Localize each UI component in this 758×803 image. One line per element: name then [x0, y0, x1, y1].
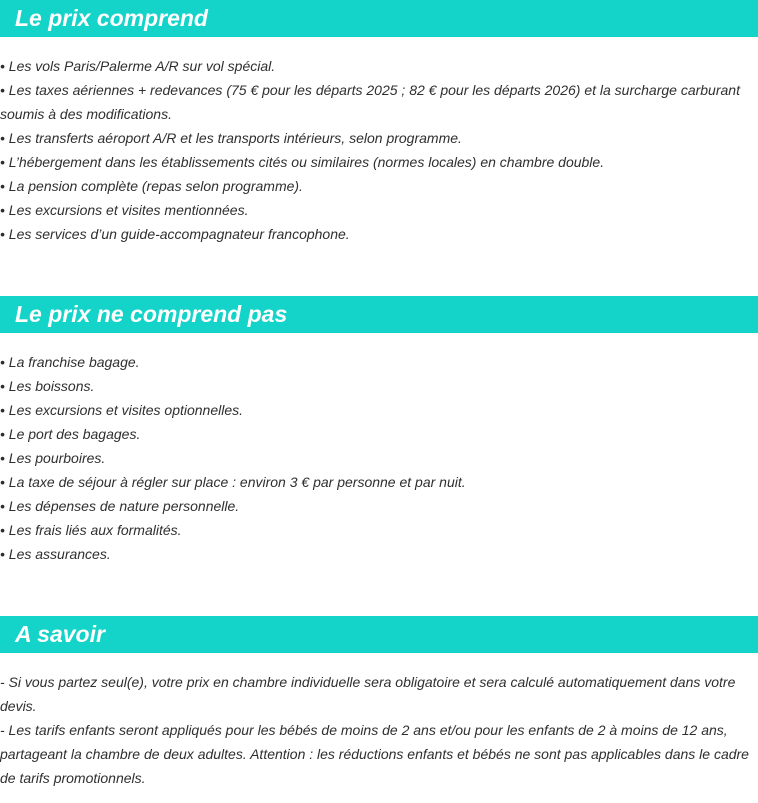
- list-item: • Les boissons.: [0, 378, 95, 394]
- section-header: [0, 616, 758, 653]
- list-item: - Les tarifs enfants seront appliqués pour les bébés de moins de 2 ans et/ou pour les enfants de 2 à moins de 12 ans, partageant la chambre de deux adultes. Attention : les réductions enfants et bébés ne sont pas applicables dans le cadre de tarifs promotionnels.: [0, 722, 749, 786]
- item-list: [0, 37, 758, 246]
- list-item: • La taxe de séjour à régler sur place : environ 3 € par personne et par nuit.: [0, 474, 466, 490]
- section-a-savoir: [0, 616, 758, 790]
- item-list: [0, 333, 758, 566]
- item-list: [0, 653, 758, 790]
- list-item: • Les dépenses de nature personnelle.: [0, 498, 240, 514]
- list-item: - Si vous partez seul(e), votre prix en chambre individuelle sera obligatoire et sera calculé automatiquement dans votre devis.: [0, 674, 736, 714]
- list-item: • L’hébergement dans les établissements cités ou similaires (normes locales) en chambre double.: [0, 154, 605, 170]
- list-item: • Les frais liés aux formalités.: [0, 522, 182, 538]
- list-item: • Les transferts aéroport A/R et les transports intérieurs, selon programme.: [0, 130, 462, 146]
- section-header: [0, 0, 758, 37]
- list-item: • La pension complète (repas selon programme).: [0, 178, 303, 194]
- list-item: • Le port des bagages.: [0, 426, 141, 442]
- section-prix-ne-comprend-pas: [0, 296, 758, 566]
- section-spacer: [0, 566, 758, 616]
- list-item: • Les excursions et visites mentionnées.: [0, 202, 249, 218]
- list-item: • Les taxes aériennes + redevances (75 € pour les départs 2025 ; 82 € pour les départs 2026) et la surcharge carburant soumis à des modifications.: [0, 82, 740, 122]
- list-item: • Les assurances.: [0, 546, 111, 562]
- list-item: • Les excursions et visites optionnelles.: [0, 402, 244, 418]
- section-title: Le prix comprend: [15, 5, 208, 31]
- list-item: • Les vols Paris/Palerme A/R sur vol spécial.: [0, 58, 276, 74]
- section-title: Le prix ne comprend pas: [15, 301, 288, 327]
- section-title: A savoir: [15, 621, 105, 647]
- section-prix-comprend: [0, 0, 758, 246]
- section-header: [0, 296, 758, 333]
- list-item: • Les pourboires.: [0, 450, 106, 466]
- section-spacer: [0, 246, 758, 296]
- list-item: • La franchise bagage.: [0, 354, 140, 370]
- list-item: • Les services d’un guide-accompagnateur francophone.: [0, 226, 350, 242]
